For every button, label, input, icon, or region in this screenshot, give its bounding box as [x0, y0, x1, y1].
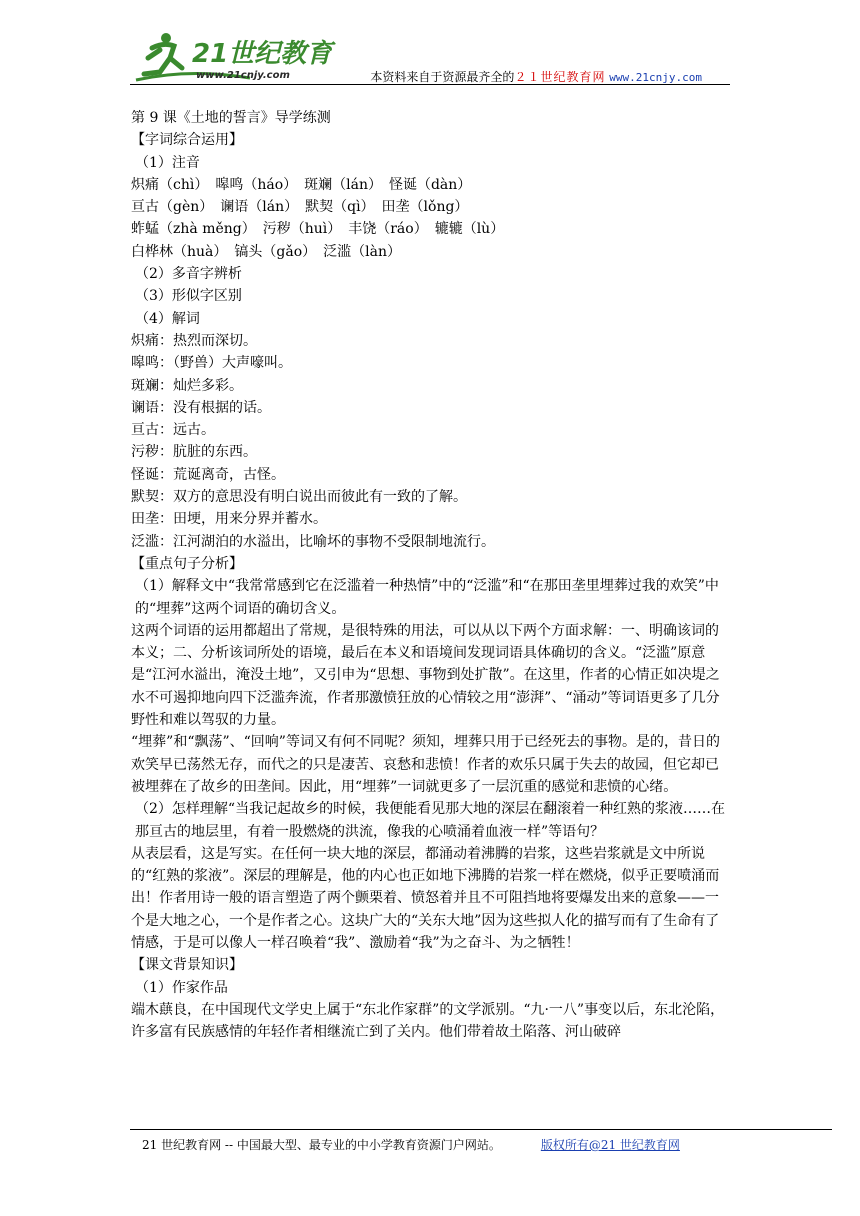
- text-line: 默契：双方的意思没有明白说出而彼此有一致的了解。: [131, 489, 467, 506]
- text-line: 【课文背景知识】: [131, 957, 243, 974]
- page-header: [130, 28, 730, 90]
- copyright-link[interactable]: 版权所有@21 世纪教育网: [540, 1138, 680, 1152]
- text-line: 嗥鸣：（野兽）大声嚎叫。: [131, 355, 292, 372]
- text-line: 亘古（gèn） 谰语（lán） 默契（qì） 田垄（lǒng）: [131, 199, 469, 216]
- text-line: 白桦林（huà） 镐头（gǎo） 泛滥（làn）: [131, 243, 401, 260]
- text-paragraph: 这两个词语的运用都超出了常规，是很特殊的用法，可以从以下两个方面求解：一、明确该词的本义；二、分析该词所处的语境，最后在本义和语境间发现词语具体确切的含义。“泛滥”原意是“江河水溢出，淹没土地”，又引申为“思想、事物到处扩散”。在这里，作者的心情正如决堤之水不可遏抑地向四下泛滥奔流，作者那激愤狂放的心情较之用“澎湃”、“涌动”等词语更多了几分野性和难以驾驭的力量。: [131, 622, 720, 729]
- document-title: 第 9 课《土地的誓言》导学练测: [131, 110, 331, 126]
- text-paragraph: “埋葬”和“飘荡”、“回响”等词又有何不同呢？须知，埋葬只用于已经死去的事物。是的，昔日的欢笑早已荡然无存，而代之的只是凄苦、哀愁和悲愤！作者的欢乐只属于失去的故园，但它却已被埋葬在了故乡的田垄间。因此，用“埋葬”一词就更多了一层沉重的感觉和悲愤的心绪。: [131, 734, 720, 795]
- text-line: 炽痛：热烈而深切。: [131, 332, 257, 349]
- text-line: 【字词综合运用】: [131, 132, 243, 149]
- text-line: （4）解词: [135, 310, 200, 327]
- text-line: （1）注音: [135, 154, 200, 171]
- logo-url: www.21cnjy.com: [196, 70, 290, 81]
- header-url-link[interactable]: www.21cnjy.com: [609, 71, 702, 84]
- text-line: 炽痛（chì） 嗥鸣（háo） 斑斓（lán） 怪诞（dàn）: [131, 176, 472, 193]
- text-line: 斑斓：灿烂多彩。: [131, 377, 243, 394]
- footer-text: 21 世纪教育网 -- 中国最大型、最专业的中小学教育资源门户网站。: [142, 1138, 501, 1152]
- header-note-prefix: 本资料来自于资源最齐全的: [370, 70, 515, 84]
- page-footer: [142, 1136, 680, 1153]
- text-line: （3）形似字区别: [135, 288, 242, 305]
- text-paragraph: （2）怎样理解“当我记起故乡的时候，我便能看见那大地的深层在翻滚着一种红熟的浆液……在那亘古的地层里，有着一股燃烧的洪流，像我的心喷涌着血液一样”等语句？: [135, 801, 726, 840]
- logo-title: 21世纪教育: [192, 39, 333, 69]
- text-line: 污秽：肮脏的东西。: [131, 444, 257, 461]
- logo-21cnjy[interactable]: [130, 28, 340, 88]
- document-body: [131, 107, 731, 1043]
- text-line: 谰语：没有根据的话。: [131, 399, 271, 416]
- text-line: 泛滥：江河湖泊的水溢出，比喻坏的事物不受限制地流行。: [131, 533, 495, 550]
- text-paragraph: （1）解释文中“我常常感到它在泛滥着一种热情”中的“泛滥”和“在那田垄里埋葬过我的欢笑”中的“埋葬”这两个词语的确切含义。: [135, 578, 719, 617]
- text-line: 亘古：远古。: [131, 422, 215, 439]
- footer-divider: [130, 1129, 832, 1130]
- text-line: （1）作家作品: [135, 979, 228, 996]
- text-line: 【重点句子分析】: [131, 555, 243, 572]
- text-line: （2）多音字辨析: [135, 266, 242, 283]
- text-paragraph: 从表层看，这是写实。在任何一块大地的深层，都涌动着沸腾的岩浆，这些岩浆就是文中所说的“红熟的浆液”。深层的理解是，他的内心也正如地下沸腾的岩浆一样在燃烧，似乎正要喷涌而出！作者用诗一般的语言塑造了两个颤栗着、愤怒着并且不可阻挡地将要爆发出来的意象——一个是大地之心，一个是作者之心。这块广大的“关东大地”因为这些拟人化的描写而有了生命有了情感，于是可以像人一样召唤着“我”、激励着“我”为之奋斗、为之牺牲！: [131, 845, 720, 951]
- text-paragraph: 端木蕻良，在中国现代文学史上属于“东北作家群”的文学派别。“九·一八”事变以后，东北沦陷，许多富有民族感情的年轻作者相继流亡到了关内。他们带着故土陷落、河山破碎: [131, 1001, 725, 1041]
- header-brand: ２１世纪教育网: [514, 70, 606, 84]
- text-line: 怪诞：荒诞离奇，古怪。: [131, 466, 285, 483]
- header-divider: [130, 84, 730, 85]
- text-line: 蚱蜢（zhà měng） 污秽（huì） 丰饶（ráo） 辘辘（lù）: [131, 221, 505, 238]
- header-note: [370, 68, 702, 85]
- text-line: 田垄：田埂，用来分界并蓄水。: [131, 511, 327, 528]
